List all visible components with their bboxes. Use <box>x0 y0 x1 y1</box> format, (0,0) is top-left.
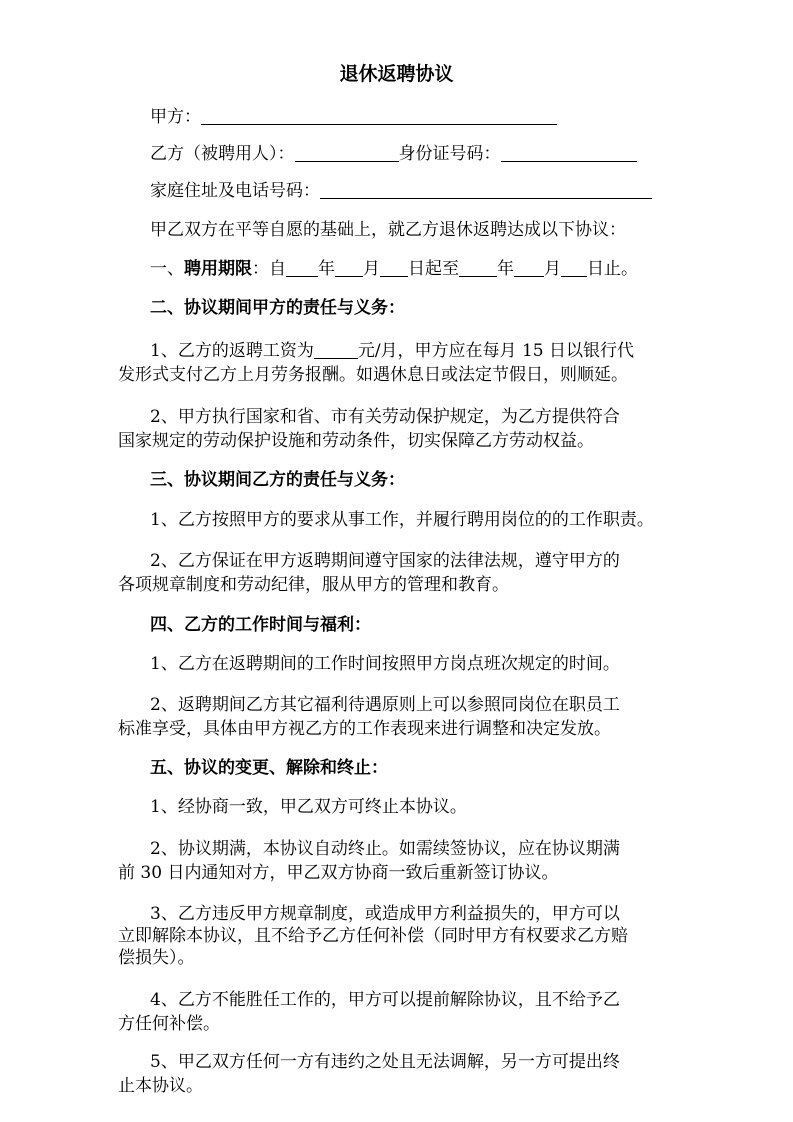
sec5-p1: 1、经协商一致，甲乙双方可终止本协议。 <box>150 797 467 817</box>
sec5-p5-line2: 止本协议。 <box>118 1076 203 1096</box>
party-a-line <box>150 106 557 128</box>
party-b-label: 乙方（被聘用人）： <box>150 144 295 164</box>
sec5-p3-line2: 立即解除本协议，且不给予乙方任何补偿（同时甲方有权要求乙方赔 <box>118 926 628 946</box>
section-2-heading: 二、协议期间甲方的责任与义务： <box>150 298 405 318</box>
sec2-p1-text-a: 1、乙方的返聘工资为 <box>150 341 314 361</box>
end-day-blank[interactable] <box>561 258 587 277</box>
sec5-p4-line2: 方任何补偿。 <box>118 1014 220 1034</box>
document-title: 退休返聘协议 <box>339 63 454 85</box>
start-day-blank[interactable] <box>380 258 408 277</box>
end-year-label: 年 <box>497 259 514 279</box>
start-month-blank[interactable] <box>335 258 363 277</box>
sec5-p4-line1: 4、乙方不能胜任工作的，甲方可以提前解除协议，且不给予乙 <box>150 990 620 1010</box>
sec4-p1: 1、乙方在返聘期间的工作时间按照甲方岗点班次规定的时间。 <box>150 654 620 674</box>
sec2-p2-line2: 国家规定的劳动保护设施和劳动条件，切实保障乙方劳动权益。 <box>118 431 594 451</box>
end-month-blank[interactable] <box>514 258 544 277</box>
sec5-p2-line2: 前 30 日内通知对方，甲乙双方协商一致后重新签订协议。 <box>118 863 559 883</box>
party-b-line <box>150 143 637 165</box>
sec5-p3-line3: 偿损失）。 <box>118 948 195 968</box>
sec4-p2-line1: 2、返聘期间乙方其它福利待遇原则上可以参照同岗位在职员工 <box>150 695 620 715</box>
sec5-p2-line1: 2、协议期满，本协议自动终止。如需续签协议，应在协议期满 <box>150 839 620 859</box>
term-from: 自 <box>269 259 286 279</box>
term-until: 日起至 <box>408 259 459 279</box>
sec2-p2-line1: 2、甲方执行国家和省、市有关劳动保护规定，为乙方提供符合 <box>150 407 620 427</box>
id-label: 身份证号码： <box>398 144 501 164</box>
sec4-p2-line2: 标准享受，具体由甲方视乙方的工作表现来进行调整和决定发放。 <box>118 719 611 739</box>
party-a-label: 甲方： <box>150 107 201 127</box>
party-a-blank[interactable] <box>201 106 557 125</box>
address-blank[interactable] <box>320 180 652 199</box>
address-line <box>150 180 652 202</box>
sec2-p1-text-b: 元/月，甲方应在每月 15 日以银行代 <box>357 341 634 361</box>
sec3-p2-line2: 各项规章制度和劳动纪律，服从甲方的管理和教育。 <box>118 575 509 595</box>
term-end: 日止。 <box>587 259 638 279</box>
sec5-p3-line1: 3、乙方违反甲方规章制度，或造成甲方利益损失的，甲方可以 <box>150 904 620 924</box>
term-prefix: 一、 <box>150 259 184 279</box>
section-3-heading: 三、协议期间乙方的责任与义务： <box>150 470 405 490</box>
id-blank[interactable] <box>501 143 637 162</box>
term-label: 聘用期限 <box>184 259 252 279</box>
end-year-blank[interactable] <box>459 258 497 277</box>
party-b-blank[interactable] <box>295 143 399 162</box>
term-line <box>150 258 638 280</box>
start-month-label: 月 <box>363 259 380 279</box>
start-year-label: 年 <box>318 259 335 279</box>
section-4-heading: 四、乙方的工作时间与福利： <box>150 615 371 635</box>
salary-blank[interactable] <box>314 340 358 359</box>
sec3-p2-line1: 2、乙方保证在甲方返聘期间遵守国家的法律法规，遵守甲方的 <box>150 551 620 571</box>
sec2-p1-line1 <box>150 340 634 362</box>
address-label: 家庭住址及电话号码： <box>150 181 320 201</box>
section-5-heading: 五、协议的变更、解除和终止： <box>150 758 388 778</box>
sec3-p1: 1、乙方按照甲方的要求从事工作，并履行聘用岗位的的工作职责。 <box>150 510 654 530</box>
start-year-blank[interactable] <box>286 258 318 277</box>
term-colon: ： <box>252 259 269 279</box>
sec5-p5-line1: 5、甲乙双方任何一方有违约之处且无法调解，另一方可提出终 <box>150 1052 620 1072</box>
sec2-p1-line2: 发形式支付乙方上月劳务报酬。如遇休息日或法定节假日，则顺延。 <box>118 365 628 385</box>
end-month-label: 月 <box>544 259 561 279</box>
intro-paragraph: 甲乙双方在平等自愿的基础上，就乙方退休返聘达成以下协议： <box>150 220 626 240</box>
